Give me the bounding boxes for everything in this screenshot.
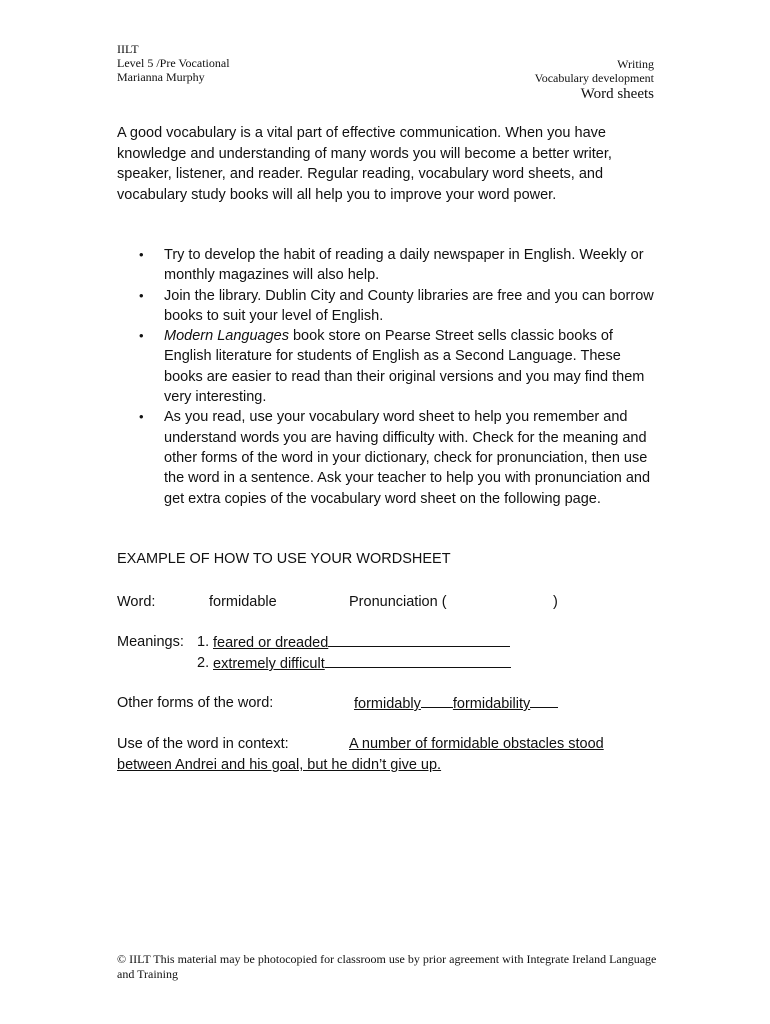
list-item <box>117 286 657 327</box>
forms-label: Other forms of the word: <box>117 695 274 711</box>
meaning-2-blank <box>325 653 511 668</box>
tips-list <box>117 245 657 509</box>
tip-text: Join the library. Dublin City and County libraries are free and you can borrow books to suit your level of English. <box>164 287 654 324</box>
pronunciation-close: ) <box>553 594 558 610</box>
meaning-2 <box>213 653 511 674</box>
meaning-2-text: extremely difficult <box>213 656 325 672</box>
list-item <box>117 407 657 508</box>
tip-text: Try to develop the habit of reading a daily newspaper in English. Weekly or monthly magazines will also help. <box>164 247 644 284</box>
form-2: formidability <box>452 696 531 712</box>
meaning-2-number: 2. <box>197 655 210 671</box>
header-left <box>117 42 230 84</box>
header-org: IILT <box>117 42 139 56</box>
forms-gap-line <box>421 693 453 708</box>
context-sentence-line-2: between Andrei and his goal, but he didn’t give up. <box>117 757 442 773</box>
form-1: formidably <box>354 696 421 712</box>
list-item <box>117 245 657 286</box>
list-item <box>117 326 657 407</box>
meanings-label: Meanings: <box>117 634 184 650</box>
header-topic: Vocabulary development <box>534 71 654 85</box>
tip-text: book store on Pearse Street sells classic books of English literature for students of English as a Second Language. These books are easier to read than their original versions and you may find them very interesting. <box>164 328 645 406</box>
example-title: EXAMPLE OF HOW TO USE YOUR WORDSHEET <box>117 551 451 567</box>
header-right <box>535 57 654 103</box>
word-label: Word: <box>117 594 156 610</box>
pronunciation-label: Pronunciation ( <box>349 594 447 610</box>
context-label: Use of the word in context: <box>117 736 289 752</box>
tip-text: As you read, use your vocabulary word sheet to help you remember and understand words you are having difficulty with. Check for the meaning and other forms of the word in your dictionary, check for pronunciation, then use the word in a sentence. Ask your teacher to help you with pronunciation and get extra copies of the vocabulary word sheet on the following page. <box>164 409 651 507</box>
forms-blank <box>530 693 558 708</box>
header-level: Level 5 /Pre Vocational <box>117 56 230 70</box>
header-title: Word sheets <box>580 86 654 102</box>
word-value: formidable <box>209 594 277 610</box>
header-author: Marianna Murphy <box>117 70 205 84</box>
meaning-1-text: feared or dreaded <box>213 635 329 651</box>
meaning-1-number: 1. <box>197 634 210 650</box>
copyright-footer: © IILT This material may be photocopied for classroom use by prior agreement with Integrate Ireland Language and Training <box>117 952 657 981</box>
header-subject: Writing <box>617 57 654 71</box>
meaning-1-blank <box>328 632 510 647</box>
intro-paragraph: A good vocabulary is a vital part of effective communication. When you have knowledge and understanding of many words you will become a better writer, speaker, listener, and reader. Regular reading, vocabulary word sheets, and vocabulary study books will all help you to improve your word power. <box>117 125 612 203</box>
bookstore-name: Modern Languages <box>164 328 289 345</box>
context-sentence-line-1: A number of formidable obstacles stood <box>349 736 604 752</box>
meaning-1 <box>213 632 510 653</box>
forms-values <box>354 693 558 714</box>
